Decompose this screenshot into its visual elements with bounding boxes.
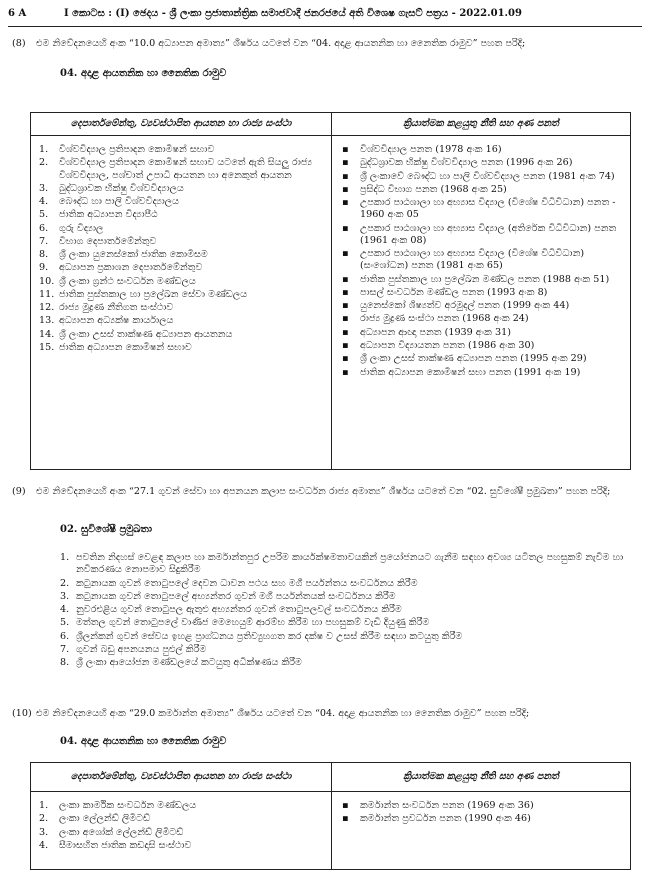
item-number: 10. bbox=[39, 275, 55, 287]
institution-item bbox=[39, 223, 325, 235]
priority-item bbox=[60, 657, 636, 669]
para-10-table bbox=[30, 762, 631, 870]
item-text: මත්තල ගුවන් තොටුපලේ වාණිජ මෙහෙයුම් ආරම්භ කිරීම හා පහසුකම් වැඩි දියුණු කිරීම bbox=[76, 617, 430, 629]
act-item bbox=[340, 171, 624, 183]
institution-item bbox=[39, 144, 325, 156]
act-item bbox=[340, 327, 624, 339]
item-number: 9. bbox=[39, 262, 49, 274]
item-text: කටුනායක ගුවන් තොටුපලේ අභ්‍යන්තර ගුවන් මගී පර්යන්තයක් සංවර්ධනය කිරීම bbox=[76, 590, 396, 602]
item-text: විභාග දෙපාර්තමේන්තුව bbox=[59, 235, 157, 247]
item-text: විශ්වවිද්‍යාල ප්‍රතිපාදන කොමිෂන් සභාව bbox=[59, 144, 215, 155]
item-text: අධ්‍යාපන අධ්‍යක්ෂ කාර්යාලය bbox=[59, 315, 174, 327]
act-text: යුනෙස්කෝ ශිෂ්‍යත්ව අරමුදල් පනත (1999 අංක 44) bbox=[360, 300, 570, 312]
act-text: ශ්‍රී ලංකාවේ බෞද්ධ හා පාලි විශ්වවිද්‍යාල පනත (1981 අංක 74) bbox=[360, 170, 615, 182]
institution-item bbox=[39, 262, 325, 274]
act-text: කර්මාන්ත සංවර්ධන පනත (1969 අංක 36) bbox=[360, 800, 534, 811]
para-9-number: (9) bbox=[12, 486, 26, 497]
item-number: 7. bbox=[60, 643, 70, 655]
item-text: ලංකා ලේලන්ඩ් ලිමිටඩ් bbox=[59, 813, 151, 825]
institution-item bbox=[39, 840, 325, 852]
institution-item bbox=[39, 302, 325, 314]
bullet-icon: ▪ bbox=[342, 813, 349, 825]
item-number: 15. bbox=[39, 341, 55, 353]
item-number: 8. bbox=[60, 657, 70, 669]
act-text: ශ්‍රී ලංකා උසස් තාක්ෂණ අධ්‍යාපන පනත (1995 අංක 29) bbox=[360, 353, 587, 365]
institution-item bbox=[39, 183, 325, 195]
item-number: 1. bbox=[39, 144, 49, 155]
institution-item bbox=[39, 209, 325, 221]
para-8-text: එම නිවේදනයෙහි අංක “10.0 අධ්‍යාපන අමාත්‍ය” ශීර්ෂය යටතේ වන “04. අදාළ ආයතනික හා නෛතික රාමුව” පහත පරිදි; bbox=[36, 38, 526, 49]
table-header-institutions: දෙපාර්තමේන්තු, ව්‍යවස්ථාපිත ආයතන හා රාජ්‍ය සංස්ථා bbox=[31, 763, 332, 792]
item-text: කටුනායක ගුවන් තොටුපලේ දෙවන ධාවන පථය සහ මගී පර්යන්තය සංවර්ධනය කිරීම bbox=[76, 577, 418, 589]
act-text: ජාතික අධ්‍යාපන කොමිෂන් සභා පනත (1991 අංක 19) bbox=[360, 366, 581, 378]
act-text: අධ්‍යාපන විද්‍යායතන පනත (1986 අංක 30) bbox=[360, 339, 535, 351]
item-number: 2. bbox=[60, 577, 70, 589]
act-text: පාසල් සංවර්ධන මණ්ඩල පනත (1993 අංක 8) bbox=[360, 286, 548, 298]
bullet-icon: ▪ bbox=[342, 170, 349, 182]
item-text: ලංකා කාර්මික සංවර්ධන මණ්ඩලය bbox=[59, 800, 197, 811]
priorities-list-wrap bbox=[60, 552, 636, 670]
act-text: ප්‍රසිද්ධ විභාග පනත (1968 අංක 25) bbox=[360, 183, 507, 195]
act-text: උපකාර පාඨශාලා හා අභ්‍යාස විද්‍යාල (අතිරේක විධිවිධාන) පනත (1961 අංක 08) bbox=[360, 222, 617, 246]
bullet-icon: ▪ bbox=[342, 197, 349, 209]
act-item bbox=[340, 223, 624, 248]
para-8-subheading: 04. අදාළ ආයතනික හා නෛතික රාමුව bbox=[60, 68, 227, 79]
institution-item bbox=[39, 315, 325, 327]
item-number: 3. bbox=[60, 590, 70, 602]
bullet-icon: ▪ bbox=[342, 183, 349, 195]
item-text: ජාතික පුස්තකාල හා ප්‍රලේඛන සේවා මණ්ඩලය bbox=[59, 288, 248, 300]
para-9-text: එම නිවේදනයෙහි අංක “27.1 ගුවන් සේවා හා අපනයන කලාප සංවර්ධන රාජ්‍ය අමාත්‍ය” ශීර්ෂය යටතේ වන “02. සුවිශේෂී ප්‍රමුඛතා” පහත පරිදි; bbox=[36, 486, 611, 497]
item-text: ශ්‍රී ලංකා ආයෝජන මණ්ඩලයේ කටයුතු අධීක්ෂණය කිරීම bbox=[76, 657, 302, 669]
bullet-icon: ▪ bbox=[342, 144, 349, 155]
institutions-list bbox=[31, 136, 331, 359]
act-item bbox=[340, 144, 624, 156]
priority-item bbox=[60, 604, 636, 616]
item-text: ශ්‍රී ලංකා උසස් තාක්ෂණ අධ්‍යාපන ආයතනය bbox=[59, 328, 233, 340]
para-10-text: එම නිවේදනයෙහි අංක “29.0 කර්මාන්ත අමාත්‍ය” ශීර්ෂය යටතේ වන “04. අදාළ ආයතනික හා නෛතික රාමුව” පහත පරිදි; bbox=[36, 708, 530, 719]
institutions-list bbox=[31, 792, 331, 857]
item-text: බුද්ධශ්‍රාවක භික්ෂු විශ්වවිද්‍යාලය bbox=[59, 182, 184, 194]
item-text: පවතින නිදහස් වෙළඳ කලාප හා කර්මාන්තපුර උපරිම කාර්යක්ෂමතාවයකින් ප්‍රයෝජනයට ගැනීම සඳහා අවශ්‍ය යටිතල පහසුකම් නැවීම හා නවීකරණය නොපමාව සිදුකිරීම bbox=[76, 552, 624, 576]
priority-item bbox=[60, 631, 636, 643]
bullet-icon: ▪ bbox=[342, 222, 349, 234]
act-text: රාජ්‍ය මුද්‍රණ සංස්ථා පනත (1968 අංක 24) bbox=[360, 313, 529, 325]
item-number: 6. bbox=[39, 222, 49, 234]
act-text: උපකාර පාඨශාලා හා අභ්‍යාස විද්‍යාල (විශේෂ විධිවිධාන) (සංශෝධන) පනත (1981 අංක 65) bbox=[360, 248, 585, 272]
institution-item bbox=[39, 800, 325, 812]
institutions-cell bbox=[31, 136, 332, 470]
act-text: කර්මාන්ත ප්‍රවර්ධන පනත (1990 අංක 46) bbox=[360, 813, 531, 825]
institution-item bbox=[39, 329, 325, 341]
item-number: 12. bbox=[39, 302, 55, 314]
bullet-icon: ▪ bbox=[342, 353, 349, 365]
bullet-icon: ▪ bbox=[342, 248, 349, 260]
bullet-icon: ▪ bbox=[342, 157, 349, 169]
item-text: ජාතික අධ්‍යාපන කොමිෂන් සභාව bbox=[59, 341, 192, 353]
priority-item bbox=[60, 617, 636, 629]
item-text: නුවරඑළිය ගුවන් තොටුපල ඇතුළු අභ්‍යන්තර ගුවන් තොටුපලවල් සංවර්ධනය කිරීම bbox=[76, 604, 402, 616]
priorities-list bbox=[60, 552, 636, 669]
item-number: 8. bbox=[39, 249, 49, 261]
priority-item bbox=[60, 644, 636, 656]
table-header-acts: ක්‍රියාත්මක කළයුතු නීති සහ අණ පනත් bbox=[332, 113, 631, 136]
item-text: ගුවන් බඩු අපනයනය පුළුල් කිරීම bbox=[76, 643, 207, 655]
act-item bbox=[340, 197, 624, 222]
bullet-icon: ▪ bbox=[342, 273, 349, 285]
act-text: ජාතික පුස්තකාල හා ප්‍රලේඛන මණ්ඩල පනත (1988 අංක 51) bbox=[360, 273, 610, 285]
bullet-icon: ▪ bbox=[342, 800, 349, 811]
institution-item bbox=[39, 276, 325, 288]
institutions-cell bbox=[31, 792, 332, 870]
acts-cell bbox=[332, 136, 631, 470]
para-10-number: (10) bbox=[12, 708, 32, 719]
para-8-table bbox=[30, 112, 631, 470]
act-item bbox=[340, 313, 624, 325]
priority-item bbox=[60, 552, 636, 577]
item-number: 4. bbox=[60, 604, 70, 616]
institution-item bbox=[39, 289, 325, 301]
act-item bbox=[340, 800, 624, 812]
item-text: ලංකා අශෝක් ලේලන්ඩ් ලිමිටඩ් bbox=[59, 826, 184, 838]
institution-item bbox=[39, 236, 325, 248]
item-text: ජාතික අධ්‍යාපන විද්‍යාපීඨ bbox=[59, 209, 158, 221]
item-text: අධ්‍යාපන ප්‍රකාශන දෙපාර්තමේන්තුව bbox=[59, 262, 203, 274]
institution-item bbox=[39, 827, 325, 839]
item-number: 6. bbox=[60, 630, 70, 642]
para-8 bbox=[12, 38, 640, 52]
act-item bbox=[340, 184, 624, 196]
act-text: උපකාර පාඨශාලා හා අභ්‍යාස විද්‍යාල (විශේෂ විධිවිධාන) පනත - 1960 අංක 05 bbox=[360, 197, 616, 221]
item-number: 2. bbox=[39, 157, 49, 169]
item-number: 4. bbox=[39, 839, 49, 851]
item-text: ශ්‍රී ලංකා ග්‍රන්ථ සංවර්ධන මණ්ඩලය bbox=[59, 275, 196, 287]
item-text: ගුරු විද්‍යාල bbox=[59, 222, 104, 234]
acts-cell bbox=[332, 792, 631, 870]
institution-item bbox=[39, 157, 325, 182]
header-title: I කොටස : (I) ඡෙදය - ශ්‍රී ලංකා ප්‍රජාතාන්ත්‍රික සමාජවාදී ජනරජයේ අති විශෙෂ ගැසට් පත්‍රය - 2022.01.09 bbox=[64, 8, 522, 19]
item-number: 1. bbox=[60, 552, 70, 563]
item-number: 4. bbox=[39, 196, 49, 208]
institution-item bbox=[39, 196, 325, 208]
para-9 bbox=[12, 486, 640, 516]
table-header-acts: ක්‍රියාත්මක කළයුතු නීති සහ අණ පනත් bbox=[332, 763, 631, 792]
item-text: විශ්වවිද්‍යාල ප්‍රතිපාදන කොමිෂන් සභාව යටතේ ඇති සියලු රාජ්‍ය විශ්වවිද්‍යාල, පශ්චාත් උපාධි ආයතන හා අනෙකුත් ආයතන bbox=[59, 157, 313, 181]
bullet-icon: ▪ bbox=[342, 300, 349, 312]
institution-item bbox=[39, 813, 325, 825]
page-header bbox=[8, 8, 642, 27]
bullet-icon: ▪ bbox=[342, 326, 349, 338]
para-9-subheading: 02. සුවිශේෂී ප්‍රමුඛතා bbox=[60, 524, 152, 535]
acts-list bbox=[332, 136, 630, 384]
para-8-number: (8) bbox=[12, 38, 26, 49]
priority-item bbox=[60, 591, 636, 603]
priority-item bbox=[60, 578, 636, 590]
act-item bbox=[340, 353, 624, 365]
act-text: විශ්වවිද්‍යාල පනත (1978 අංක 16) bbox=[360, 144, 502, 155]
institution-item bbox=[39, 249, 325, 261]
item-number: 7. bbox=[39, 235, 49, 247]
act-item bbox=[340, 367, 624, 379]
item-number: 5. bbox=[60, 617, 70, 629]
act-text: බුද්ධශ්‍රාවක භික්ෂු විශ්වවිද්‍යාල පනත (1996 අංක 26) bbox=[360, 157, 573, 169]
item-number: 2. bbox=[39, 813, 49, 825]
item-text: සීමාසහිත ජාතික කඩදාසි සංස්ථාව bbox=[59, 839, 192, 851]
act-item bbox=[340, 300, 624, 312]
bullet-icon: ▪ bbox=[342, 366, 349, 378]
table-header-institutions: දෙපාර්තමේන්තු, ව්‍යවස්ථාපිත ආයතන හා රාජ්‍ය සංස්ථා bbox=[31, 113, 332, 136]
item-text: ශ්‍රීලන්කන් ගුවන් සේවය ඉහළ ප්‍රාග්ධනය ප්‍රතිව්‍යුහගත කර දක්ෂ ව උසස් කිරීම සඳහා කටයුතු කිරීම bbox=[76, 630, 463, 642]
item-text: රාජ්‍ය මුද්‍රණ නීතිගත සංස්ථාව bbox=[59, 302, 174, 314]
act-item bbox=[340, 248, 624, 273]
item-number: 14. bbox=[39, 328, 55, 340]
item-number: 3. bbox=[39, 182, 49, 194]
item-number: 1. bbox=[39, 800, 49, 811]
para-10 bbox=[12, 708, 640, 722]
act-item bbox=[340, 340, 624, 352]
act-text: අධ්‍යාපන ආඥා පනත (1939 අංක 31) bbox=[360, 326, 511, 338]
item-number: 5. bbox=[39, 209, 49, 221]
item-text: බෞද්ධ හා පාලි විශ්වවිද්‍යාලය bbox=[59, 196, 179, 208]
institution-item bbox=[39, 342, 325, 354]
page-number: 6 A bbox=[8, 8, 27, 19]
act-item bbox=[340, 287, 624, 299]
bullet-icon: ▪ bbox=[342, 286, 349, 298]
para-10-subheading: 04. අදාළ ආයතනික හා නෛතික රාමුව bbox=[60, 736, 227, 747]
item-text: ශ්‍රී ලංකා යුනෙස්කෝ ජාතික කොමිසම bbox=[59, 249, 208, 261]
act-item bbox=[340, 813, 624, 825]
acts-list bbox=[332, 792, 630, 831]
bullet-icon: ▪ bbox=[342, 339, 349, 351]
item-number: 11. bbox=[39, 288, 55, 300]
act-item bbox=[340, 274, 624, 286]
bullet-icon: ▪ bbox=[342, 313, 349, 325]
item-number: 3. bbox=[39, 826, 49, 838]
act-item bbox=[340, 157, 624, 169]
item-number: 13. bbox=[39, 315, 55, 327]
